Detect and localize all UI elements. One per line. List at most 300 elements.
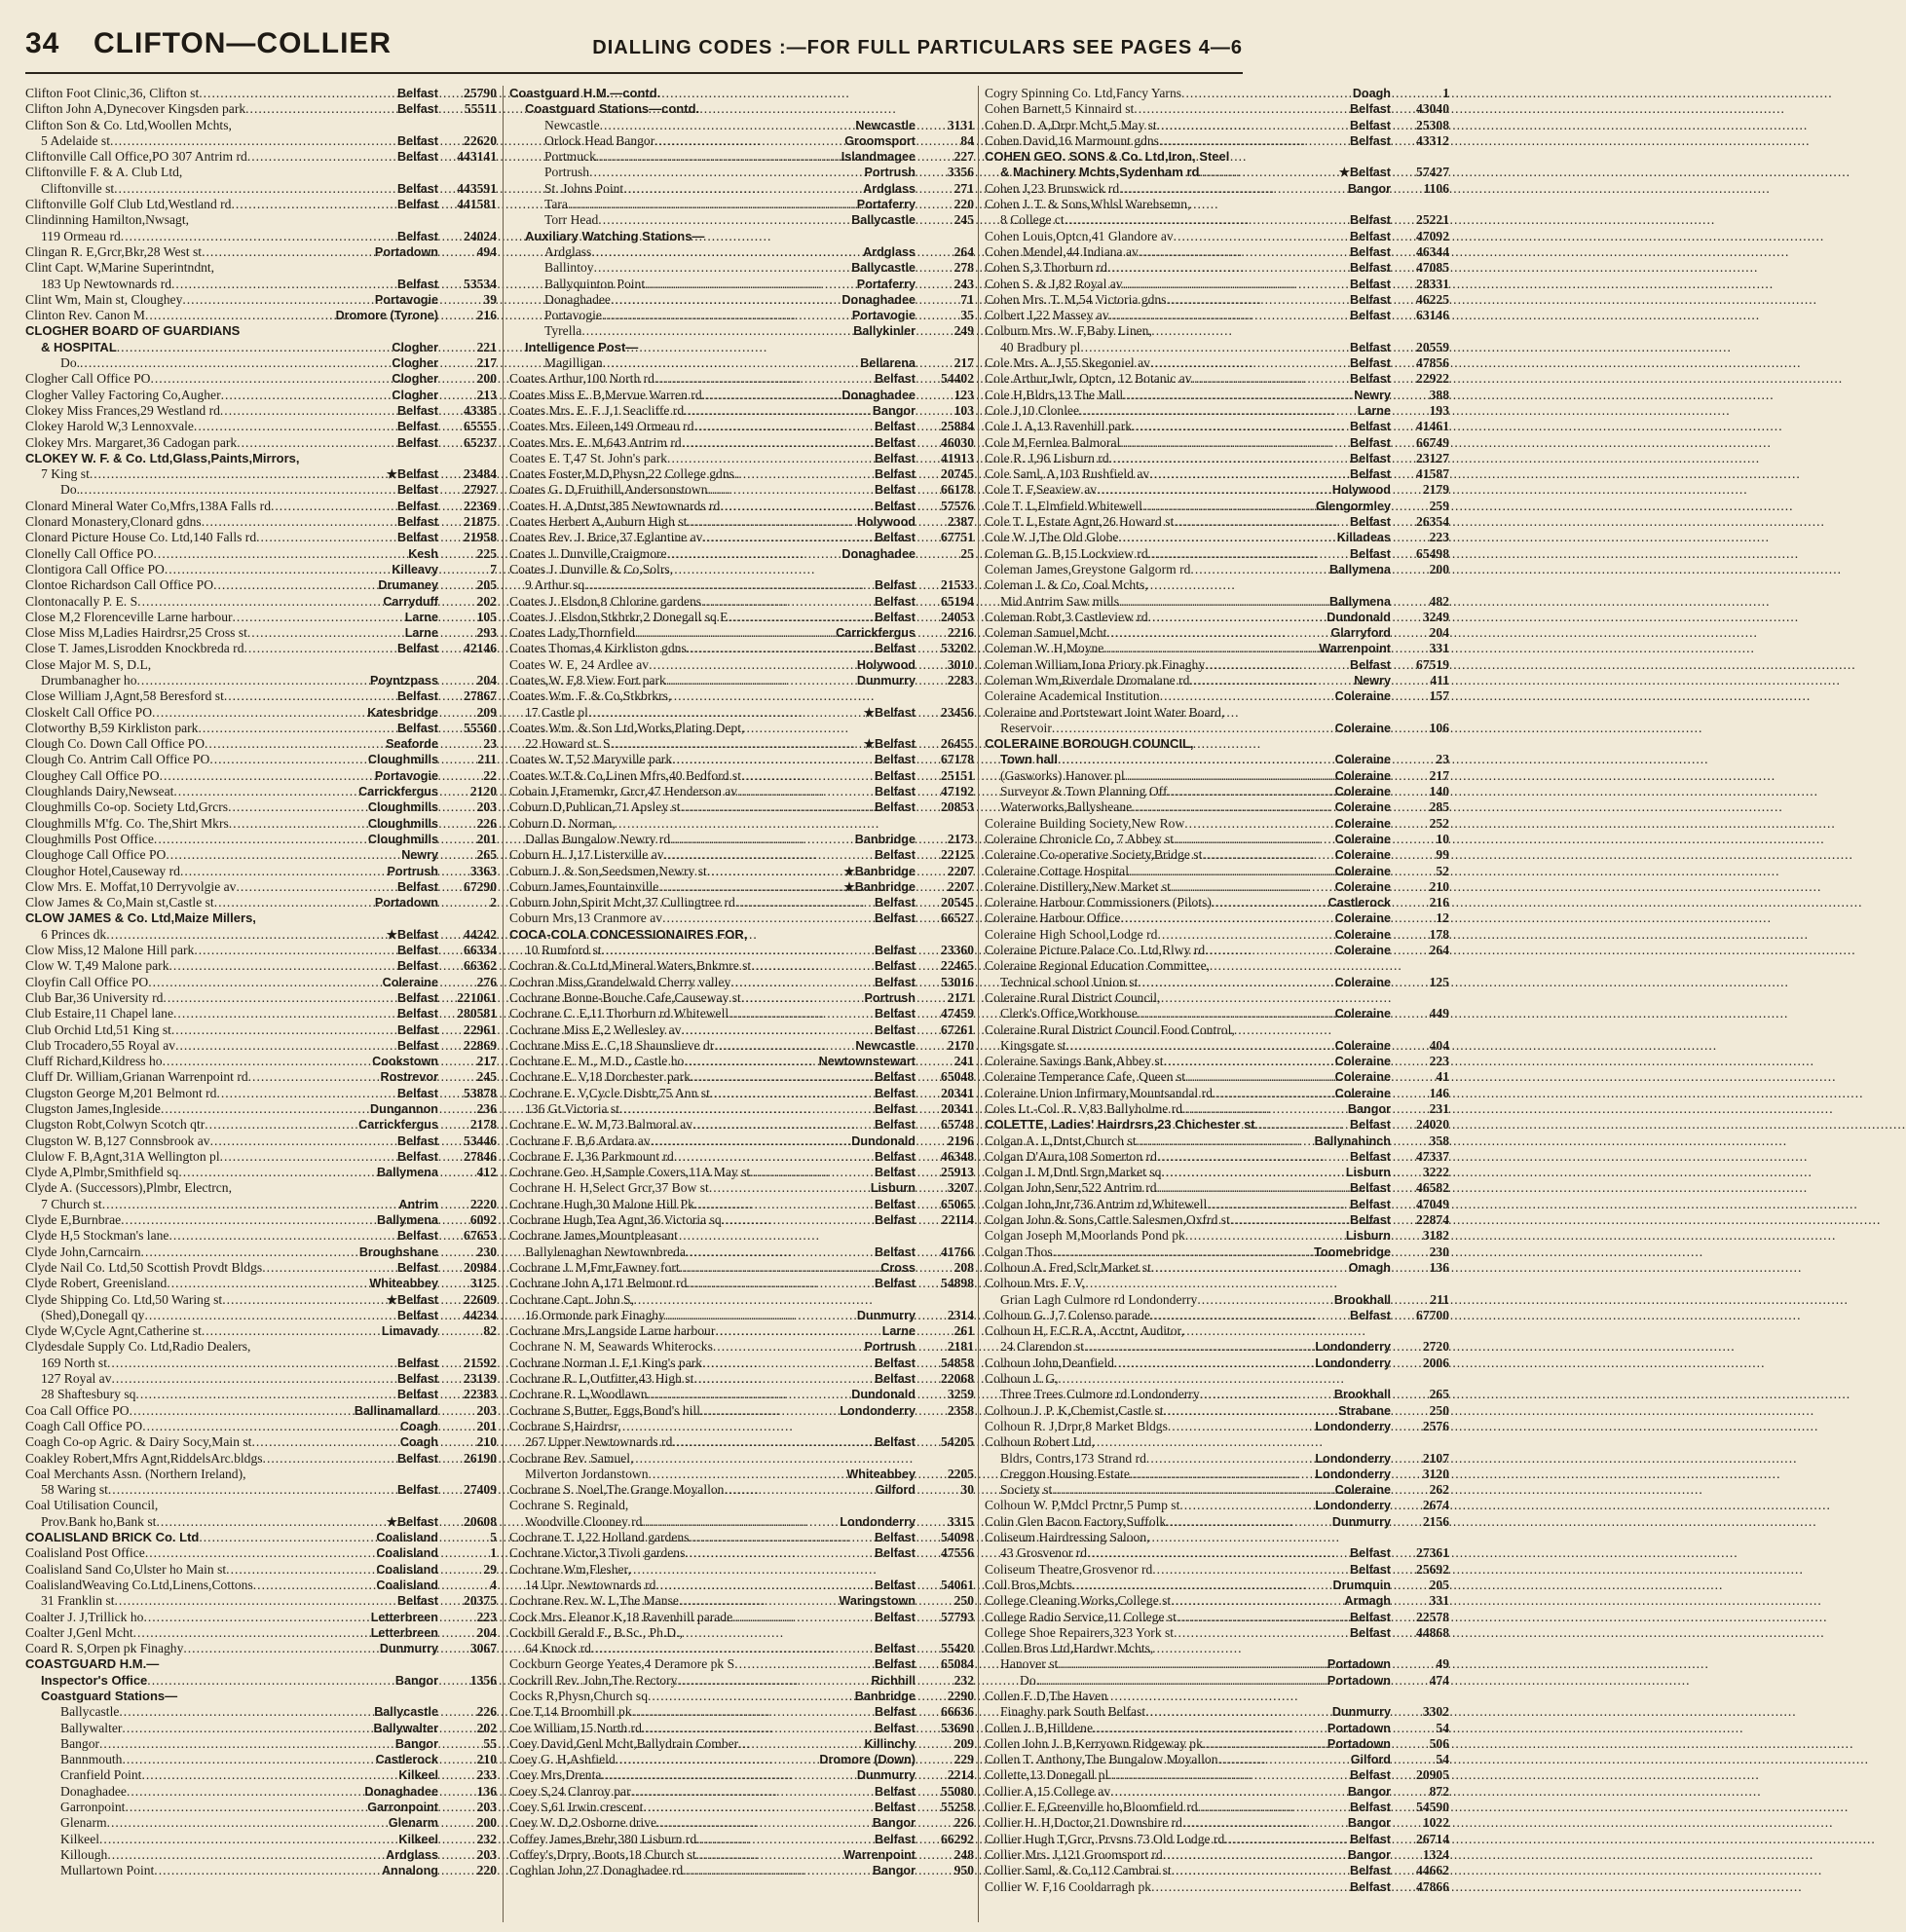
leader-dots <box>1109 451 1348 466</box>
phone-number: 1106 <box>1423 180 1449 196</box>
listing-name: Hanover st <box>1000 1656 1059 1672</box>
exchange-name: Belfast <box>1350 229 1391 243</box>
listing-entry <box>509 149 974 165</box>
phone-number: 220 <box>953 197 974 212</box>
listing-entry <box>985 546 1449 562</box>
leader-dots <box>1218 1752 1349 1767</box>
listing-name: Coleraine Harbour Commissioners (Pilots) <box>985 895 1212 910</box>
exchange-name: Glengormley <box>1316 499 1391 513</box>
exchange-name: Dundonald <box>851 1133 916 1148</box>
phone-number: 209 <box>953 1735 974 1751</box>
listing-continuation: Colhoun Mrs. F. V, <box>985 1276 1086 1291</box>
listing-name: Coates Mrs. E. M,643 Antrim rd <box>509 434 682 450</box>
leader-dots <box>1108 1767 1348 1783</box>
listing-name: Cockburn George Yeates,4 Deramore pk S <box>509 1656 735 1672</box>
section-heading: COCA-COLA CONCESSIONAIRES FOR, <box>509 926 748 942</box>
listing-name: Club Orchid Ltd,51 King st <box>25 1022 171 1037</box>
phone-number: 41913 <box>941 450 974 465</box>
phone-number: 23360 <box>941 943 974 958</box>
listing-entry <box>509 165 974 180</box>
exchange-name: Belfast <box>1350 467 1391 482</box>
listing-entry <box>985 355 1449 371</box>
exchange-name: Portrush <box>864 166 916 180</box>
exchange-name: Gilford <box>1350 1753 1391 1767</box>
listing-entry <box>509 292 974 308</box>
leader-dots <box>1164 1403 1337 1419</box>
exchange-name: Dunmurry <box>856 1768 916 1783</box>
leader-dots <box>1189 673 1352 688</box>
phone-number: 136 <box>476 1783 497 1799</box>
listing-name: Coghlan John,27 Donaghadee rd <box>509 1863 684 1878</box>
exchange-name: Toomebridge <box>1314 1245 1391 1259</box>
listing-name: Clugston W. B,127 Connsbrook av <box>25 1133 210 1148</box>
leader-dots <box>642 1721 873 1736</box>
listing-name: 58 Waring st <box>41 1482 108 1498</box>
phone-number: 20905 <box>1416 1767 1449 1783</box>
exchange-name: Belfast <box>397 1038 438 1053</box>
phone-number: 872 <box>1429 1783 1449 1799</box>
listing-name: Cohen S,3 Thorburn rd <box>985 260 1107 276</box>
listing-continuation: Cliftonville F. & A. Club Ltd, <box>25 165 183 180</box>
exchange-name: Letterbreen <box>370 1625 438 1640</box>
listing-entry <box>25 1069 497 1085</box>
phone-number: 3259 <box>947 1387 974 1402</box>
leader-dots <box>1120 910 1332 926</box>
listing-entry <box>509 1054 974 1069</box>
phone-number: 21958 <box>464 530 497 545</box>
listing-entry <box>985 1879 1449 1895</box>
listing-entry <box>509 1212 974 1228</box>
listing-entry <box>25 1356 497 1371</box>
phone-number: 210 <box>476 1434 497 1450</box>
dialling-codes-note: DIALLING CODES :—FOR FULL PARTICULARS SEE PAGES 4—6 <box>592 37 1243 58</box>
exchange-name: Coleraine <box>1334 753 1391 767</box>
listing-entry <box>985 879 1449 895</box>
phone-number: 474 <box>1429 1672 1449 1688</box>
phone-number: 259 <box>1429 498 1449 513</box>
listing-name: Orlock Head Bangor <box>544 132 655 148</box>
phone-number: 20375 <box>464 1593 497 1609</box>
phone-number: 41766 <box>941 1244 974 1259</box>
phone-number: 3125 <box>469 1276 497 1291</box>
listing-entry <box>509 975 974 990</box>
exchange-name: Ballycastle <box>851 213 916 228</box>
listing-entry <box>25 927 497 943</box>
listing-name: Cochrane Miss E,2 Wellesley av <box>509 1022 682 1037</box>
leader-dots <box>263 1451 395 1467</box>
listing-entry <box>25 1721 497 1736</box>
leader-dots <box>1199 165 1336 180</box>
listing-entry <box>985 721 1449 736</box>
listing-name: Coe William,15 North rd <box>509 1720 642 1735</box>
exchange-name: Bangor <box>872 1816 916 1831</box>
exchange-name: Donaghadee <box>841 546 916 561</box>
listing-name: Club Estaire,11 Chapel lane <box>25 1006 174 1022</box>
phone-number: 67519 <box>1416 656 1449 672</box>
listing-name: Coates Mrs. E. F. J,1 Seacliffe rd <box>509 402 685 418</box>
phone-number: 53534 <box>464 276 497 291</box>
phone-number: 136 <box>1429 1259 1449 1275</box>
leader-dots <box>619 1101 873 1117</box>
listing-name: Cochrane E. V,Cycle Disbtr,75 Ann st <box>509 1085 710 1100</box>
leader-dots <box>205 1117 356 1133</box>
exchange-name: Strabane <box>1338 1403 1391 1418</box>
listing-entry <box>25 101 497 117</box>
listing-continuation: Cochrane Rev. Samuel, <box>509 1450 634 1466</box>
phone-number: 2674 <box>1422 1498 1449 1513</box>
listing-entry <box>985 229 1449 244</box>
listing-entry <box>509 1800 974 1815</box>
leader-dots <box>233 610 403 625</box>
exchange-name: Dunmurry <box>1331 1705 1391 1720</box>
listing-entry <box>25 673 497 688</box>
listing-entry <box>509 958 974 974</box>
leader-dots <box>631 1784 873 1800</box>
listing-name: Cochrane N. M, Seawards Whiterocks <box>509 1339 713 1355</box>
listing-name: Glenarm <box>60 1815 107 1831</box>
leader-dots <box>1179 1498 1313 1513</box>
listing-entry <box>509 1356 974 1371</box>
exchange-name: Belfast <box>397 1007 438 1022</box>
exchange-name: Brookhall <box>1333 1388 1391 1402</box>
exchange-name: Ballycastle <box>851 261 916 276</box>
listing-entry <box>985 388 1449 403</box>
listing-entry <box>985 1721 1449 1736</box>
listing-name: Portrush <box>544 165 590 180</box>
exchange-name: Cloughmills <box>367 800 438 815</box>
leader-dots <box>751 958 873 974</box>
phone-number: 41587 <box>1416 466 1449 482</box>
exchange-name: Belfast <box>397 1086 438 1100</box>
phone-number: 2214 <box>947 1767 974 1783</box>
phone-number: 221 <box>476 339 497 354</box>
listing-entry <box>509 657 974 673</box>
listing-name: Close Miss M,Ladies Hairdrsr,25 Cross st <box>25 625 247 641</box>
listing-entry <box>509 1610 974 1625</box>
phone-number: 204 <box>476 1624 497 1640</box>
exchange-name: Belfast <box>1350 356 1391 371</box>
phone-number: 47192 <box>941 784 974 799</box>
listing-entry <box>985 1610 1449 1625</box>
listing-entry <box>985 910 1449 926</box>
leader-dots <box>248 1069 379 1085</box>
exchange-name: Belfast <box>397 483 438 498</box>
listing-name: Coleraine Co-operative Society,Bridge st <box>985 847 1203 863</box>
phone-number: 178 <box>1429 926 1449 942</box>
exchange-name: Coleraine <box>1334 879 1391 894</box>
exchange-name: Belfast <box>397 229 438 243</box>
listing-continuation: Coal Merchants Assn. (Northern Ireland), <box>25 1466 246 1481</box>
listing-name: Society st <box>1000 1482 1053 1498</box>
leader-dots <box>715 1323 879 1339</box>
listing-name: Clontigora Call Office PO <box>25 561 165 576</box>
listing-name: Inspector's Office <box>41 1672 148 1688</box>
listing-entry <box>509 1197 974 1212</box>
leader-dots <box>687 641 873 656</box>
section-heading: Coastguard H.M.—contd. <box>509 86 661 100</box>
listing-name: Kilkeel <box>60 1831 100 1846</box>
leader-dots <box>648 1689 853 1704</box>
listing-name: Cochrane John A,171 Belmont rd <box>509 1276 688 1291</box>
exchange-name: Belfast <box>397 721 438 735</box>
exchange-name: Belfast <box>875 1070 916 1085</box>
leader-dots <box>1157 1180 1348 1196</box>
exchange-name: Lisburn <box>1345 1229 1391 1244</box>
listing-name: Clough Co. Antrim Call Office PO <box>25 752 210 767</box>
phone-number: 23484 <box>464 466 497 482</box>
exchange-name: ★Belfast <box>386 927 438 942</box>
leader-dots <box>121 229 395 244</box>
phone-number: 43312 <box>1416 132 1449 148</box>
listing-name: 28 Shaftesbury sq <box>41 1387 136 1402</box>
leader-dots <box>1174 514 1348 530</box>
phone-number: 236 <box>476 1101 497 1116</box>
listing-entry <box>985 451 1449 466</box>
listing-name: Waterworks,Ballysheane <box>1000 799 1133 815</box>
listing-name: Cochrane Hugh,30 Malone Hill Pk <box>509 1196 694 1211</box>
leader-dots <box>1190 562 1327 577</box>
phone-number: 5 <box>490 1530 497 1545</box>
phone-number: 23 <box>483 736 497 752</box>
listing-name: Mullartown Point <box>60 1863 155 1878</box>
phone-number: 202 <box>476 593 497 609</box>
listing-entry <box>509 403 974 419</box>
phone-number: 54402 <box>941 371 974 387</box>
listing-continuation: Coates Wm. F. & Co,Stkbrkrs, <box>509 688 672 704</box>
exchange-name: Belfast <box>1350 1308 1391 1322</box>
phone-number: 67261 <box>941 1022 974 1037</box>
exchange-name: Belfast <box>875 975 916 989</box>
phone-number: 213 <box>476 387 497 402</box>
exchange-name: Belfast <box>1350 515 1391 530</box>
exchange-name: Belfast <box>397 1483 438 1498</box>
leader-dots <box>1052 721 1333 736</box>
listing-entry <box>25 371 497 387</box>
listing-entry <box>509 1578 974 1593</box>
phone-number: 22578 <box>1416 1609 1449 1624</box>
leader-dots <box>1065 212 1348 228</box>
exchange-name: Belfast <box>397 181 438 196</box>
exchange-name: Kesh <box>408 546 438 561</box>
column-1 <box>25 86 497 1922</box>
phone-number: 6092 <box>469 1212 497 1228</box>
listing-entry <box>985 1403 1449 1419</box>
exchange-name: Coleraine <box>1334 721 1391 735</box>
listing-name: Coates Foster,M.D,Physn,22 College gdns <box>509 466 734 482</box>
section-heading: Intelligence Post— <box>525 339 639 354</box>
listing-name: Garronpoint <box>60 1800 126 1815</box>
leader-dots <box>1150 355 1348 371</box>
listing-name: Clonard Monastery,Clonard gdns <box>25 514 202 530</box>
phone-number: 146 <box>1429 1085 1449 1100</box>
listing-name: 14 Upr. Newtownards rd <box>525 1577 656 1592</box>
listing-entry <box>985 118 1449 133</box>
leader-dots <box>169 958 395 974</box>
phone-number: 2207 <box>947 863 974 878</box>
listing-entry <box>25 784 497 799</box>
listing-name: Colgan J. M,Dntl Srgn,Market sq <box>985 1165 1162 1180</box>
listing-continuation: Coleraine Rural District Council, <box>985 989 1161 1005</box>
phone-number: 226 <box>476 1704 497 1720</box>
listing-entry <box>985 927 1449 943</box>
listing-entry <box>509 1387 974 1402</box>
listing-name: Coates Rev. J. Brice,37 Eglantine av <box>509 530 703 545</box>
phone-number: 506 <box>1429 1735 1449 1751</box>
exchange-name: Annalong <box>381 1864 438 1878</box>
leader-dots <box>175 1038 395 1054</box>
listing-entry <box>985 482 1449 498</box>
listing-name: Coleraine High School,Lodge rd <box>985 926 1158 942</box>
listing-name: Woodville Clooney rd <box>525 1513 643 1529</box>
listing-name: Coates Lady,Thornfield <box>509 625 635 641</box>
listing-entry <box>25 816 497 832</box>
exchange-name: Clogher <box>392 372 438 387</box>
exchange-name: Belfast <box>397 879 438 894</box>
leader-dots <box>117 340 391 355</box>
exchange-name: Banbridge <box>854 832 916 846</box>
leader-dots <box>741 990 863 1006</box>
exchange-name: Newtownstewart <box>818 1055 916 1069</box>
listing-entry <box>509 1339 974 1355</box>
listing-name: Club Trocadero,55 Royal av <box>25 1037 176 1053</box>
listing-entry <box>25 1292 497 1308</box>
exchange-name: Kilkeel <box>398 1768 438 1783</box>
listing-name: Clugston George M,201 Belmont rd <box>25 1085 217 1100</box>
exchange-name: Belfast <box>875 420 916 434</box>
exchange-name: Portadown <box>374 896 438 910</box>
phone-number: 3131 <box>947 117 974 132</box>
exchange-name: Castlerock <box>375 1753 438 1767</box>
leader-dots <box>180 864 386 879</box>
listing-name: Coe T,14 Broomhill pk <box>509 1704 632 1720</box>
leader-dots <box>611 292 840 308</box>
listing-entry <box>509 1434 974 1450</box>
exchange-name: Banbridge <box>854 1689 916 1703</box>
listing-entry <box>985 371 1449 387</box>
exchange-name: Belfast <box>397 1149 438 1164</box>
phone-number: 67290 <box>464 878 497 894</box>
listing-name: College Shoe Repairers,323 York st <box>985 1624 1175 1640</box>
listing-entry <box>985 1656 1449 1672</box>
listing-name: Cochrane Geo. H,Sample Covers,11A May st <box>509 1165 751 1180</box>
leader-dots <box>210 1133 395 1149</box>
listing-continuation: Coleraine Rural District Council Food Control, <box>985 1022 1235 1037</box>
phone-number: 71 <box>960 291 974 307</box>
exchange-name: Belfast <box>875 1801 916 1815</box>
listing-entry <box>25 577 497 593</box>
leader-dots <box>163 990 395 1006</box>
listing-name: Cloughmills M'fg. Co. The,Shirt Mkrs <box>25 815 229 831</box>
exchange-name: ★Belfast <box>386 1292 438 1307</box>
leader-dots <box>664 847 873 863</box>
listing-name: Cliftonville Golf Club Ltd,Westland rd <box>25 197 232 212</box>
listing-name: Milverton Jordanstown <box>525 1466 649 1481</box>
leader-dots <box>683 1863 871 1878</box>
phone-number: 57793 <box>941 1609 974 1624</box>
phone-number: 216 <box>476 308 497 323</box>
phone-number: 65194 <box>941 593 974 609</box>
listing-name: (Gasworks) Hanover pl <box>1000 767 1125 783</box>
leader-dots <box>148 975 380 990</box>
listing-entry <box>25 1704 497 1720</box>
phone-number: 65048 <box>941 1069 974 1085</box>
exchange-name: Belfast <box>875 1642 916 1656</box>
exchange-name: Belfast <box>1350 1610 1391 1624</box>
listing-entry <box>25 1578 497 1593</box>
phone-number: 200 <box>476 371 497 387</box>
exchange-name: Londonderry <box>1315 1356 1391 1370</box>
leader-dots <box>1174 832 1333 847</box>
exchange-name: Bellarena <box>860 356 916 371</box>
phone-number: 23127 <box>1416 450 1449 465</box>
leader-dots <box>1080 340 1348 355</box>
leader-dots <box>598 212 849 228</box>
exchange-name: Belfast <box>397 150 438 165</box>
listing-entry <box>25 1006 497 1022</box>
leader-dots <box>656 1815 871 1831</box>
leader-dots <box>1164 1054 1333 1069</box>
exchange-name: Portavogie <box>374 292 438 307</box>
exchange-name: Coleraine <box>1334 1055 1391 1069</box>
exchange-name: Belfast <box>875 800 916 815</box>
phone-number: 2156 <box>1422 1513 1449 1529</box>
exchange-name: Belfast <box>397 1022 438 1037</box>
listing-name: Coburn James,Fountainville <box>509 878 659 894</box>
listing-entry <box>25 229 497 244</box>
listing-entry <box>509 1545 974 1561</box>
listing-entry <box>509 768 974 784</box>
listing-name: Torr Head <box>544 212 599 228</box>
listing-name: Coleraine Distillery,New Market st <box>985 878 1171 894</box>
listing-entry <box>985 1625 1449 1641</box>
exchange-name: Coagh <box>399 1435 438 1450</box>
listing-name: Tara <box>544 197 568 212</box>
listing-name: Colhoun J. P. K,Chemist,Castle st <box>985 1402 1164 1418</box>
exchange-name: Katesbridge <box>367 705 438 720</box>
phone-number: 231 <box>1429 1101 1449 1116</box>
listing-name: 24 Clarendon st <box>1000 1339 1085 1355</box>
phone-number: 1022 <box>1422 1815 1449 1831</box>
leader-dots <box>102 1197 397 1212</box>
phone-number: 4 <box>490 1577 497 1592</box>
leader-dots <box>708 482 873 498</box>
listing-entry <box>509 752 974 767</box>
listing-name: Collen T. Anthony,The Bungalow Moyallon <box>985 1752 1218 1767</box>
listing-name: Cogry Spinning Co. Ltd,Fancy Yarns <box>985 86 1182 100</box>
phone-number: 20853 <box>941 799 974 815</box>
leader-dots <box>603 355 859 371</box>
listing-name: Coates W. T,52 Maryville park <box>509 752 673 767</box>
phone-number: 2283 <box>947 672 974 687</box>
listing-name: Clotworthy B,59 Kirkliston park <box>25 720 199 735</box>
listing-name: Bldrs, Contrs,173 Strand rd <box>1000 1450 1146 1466</box>
listing-name: Coleraine Academical Institution <box>985 688 1160 704</box>
phone-number: 331 <box>1429 641 1449 656</box>
listing-entry <box>25 688 497 704</box>
exchange-name: Dungannon <box>370 1102 438 1116</box>
listing-name: Coalter J. J,Trillick ho <box>25 1609 144 1624</box>
listing-name: Cohen David,16 Marmount gdns <box>985 132 1159 148</box>
leader-dots <box>707 864 842 879</box>
phone-number: 2207 <box>947 878 974 894</box>
exchange-name: Ballymena <box>377 1213 438 1228</box>
leader-dots <box>684 403 871 419</box>
phone-number: 26714 <box>1416 1831 1449 1846</box>
exchange-name: Belfast <box>875 1022 916 1037</box>
leader-dots <box>231 197 395 212</box>
leader-dots <box>1205 657 1348 673</box>
exchange-name: Coleraine <box>1334 816 1391 831</box>
